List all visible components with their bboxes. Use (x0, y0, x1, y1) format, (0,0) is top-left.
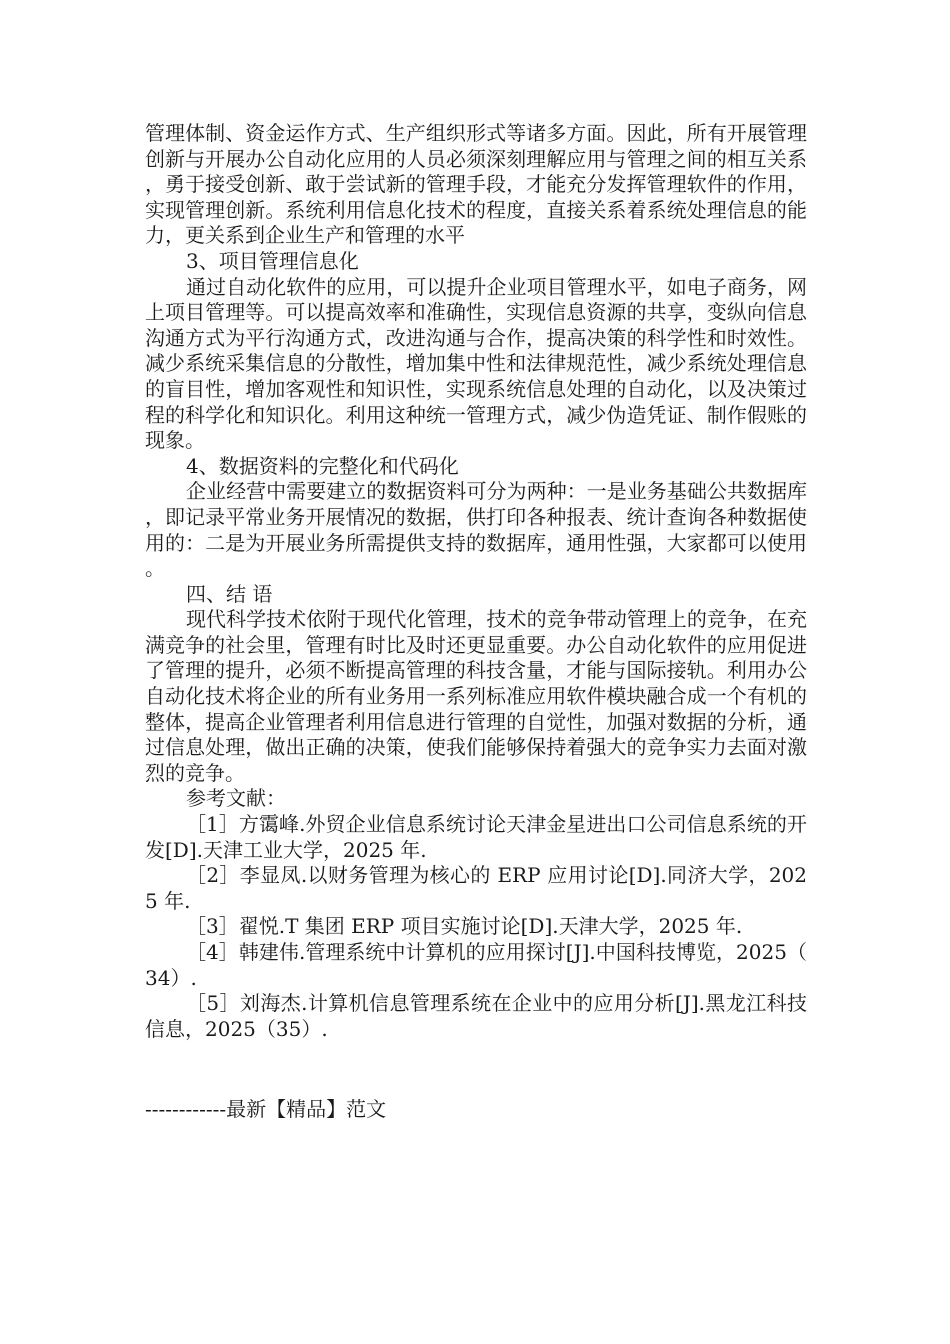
footer-tagline: ------------最新【精品】范文 (145, 1097, 387, 1121)
document-body (145, 121, 807, 1042)
paragraph-project-management: 通过自动化软件的应用，可以提升企业项目管理水平，如电子商务，网上项目管理等。可以提高效率和准确性，实现信息资源的共享，变纵向信息沟通方式为平行沟通方式，改进沟通与合作，提高决策的科学性和时效性。减少系统采集信息的分散性，增加集中性和法律规范性，减少系统处理信息的盲目性，增加客观性和知识性，实现系统信息处理的自动化，以及决策过程的科学化和知识化。利用这种统一管理方式，减少伪造凭证、制作假账的现象。 (145, 274, 807, 453)
reference-item: ［4］韩建伟.管理系统中计算机的应用探讨[J].中国科技博览，2025（34）. (145, 940, 807, 990)
reference-item: ［3］翟悦.T 集团 ERP 项目实施讨论[D].天津大学，2025 年. (186, 914, 743, 939)
heading-project-management: 3、项目管理信息化 (186, 248, 359, 273)
heading-data-coding: 4、数据资料的完整化和代码化 (186, 453, 459, 478)
paragraph-data-coding: 企业经营中需要建立的数据资料可分为两种：一是业务基础公共数据库，即记录平常业务开展情况的数据，供打印各种报表、统计查询各种数据使用的：二是为开展业务所需提供支持的数据库，通用性强，大家都可以使用。 (145, 479, 807, 581)
reference-item: ［1］方霭峰.外贸企业信息系统讨论天津金星进出口公司信息系统的开发[D].天津工业大学，2025 年. (145, 812, 807, 862)
heading-conclusion: 四、结 语 (186, 581, 273, 606)
paragraph-management-system: 管理体制、资金运作方式、生产组织形式等诸多方面。因此，所有开展管理创新与开展办公自动化应用的人员必须深刻理解应用与管理之间的相互关系，勇于接受创新、敢于尝试新的管理手段，才能充分发挥管理软件的作用，实现管理创新。系统利用信息化技术的程度，直接关系着系统处理信息的能力，更关系到企业生产和管理的水平 (145, 121, 807, 248)
reference-item: ［5］刘海杰.计算机信息管理系统在企业中的应用分析[J].黑龙江科技信息，2025（35）. (145, 991, 807, 1041)
reference-item: ［2］李显凤.以财务管理为核心的 ERP 应用讨论[D].同济大学，2025 年. (145, 863, 807, 913)
paragraph-conclusion: 现代科学技术依附于现代化管理，技术的竞争带动管理上的竞争，在充满竞争的社会里，管理有时比及时还更显重要。办公自动化软件的应用促进了管理的提升，必须不断提高管理的科技含量，才能与国际接轨。利用办公自动化技术将企业的所有业务用一系列标准应用软件模块融合成一个有机的整体，提高企业管理者利用信息进行管理的自觉性，加强对数据的分析，通过信息处理，做出正确的决策，使我们能够保持着强大的竞争实力去面对激烈的竞争。 (145, 607, 807, 785)
heading-references: 参考文献： (186, 786, 286, 811)
